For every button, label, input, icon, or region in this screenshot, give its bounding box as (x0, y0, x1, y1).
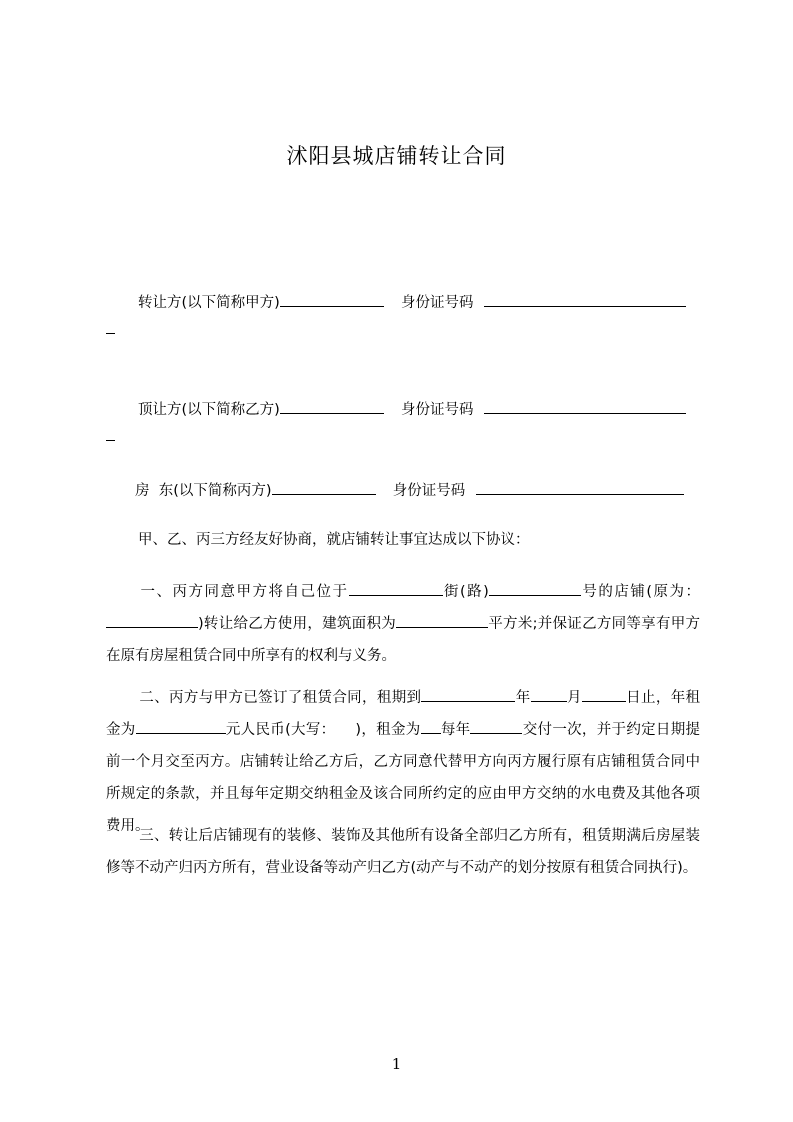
transferor-id-blank[interactable] (484, 290, 686, 307)
lease-year-blank[interactable] (421, 685, 515, 702)
transferee-label: 顶让方(以下简称乙方) (138, 402, 280, 418)
landlord-id-blank[interactable] (476, 478, 684, 495)
line-continuation (106, 440, 115, 441)
rent-period-blank[interactable] (421, 717, 441, 734)
transferee-name-blank[interactable] (280, 397, 384, 414)
clause-2-text: )，租金为 (355, 722, 421, 738)
transferee-id-blank[interactable] (484, 397, 686, 414)
lease-month-blank[interactable] (531, 685, 567, 702)
transferor-name-blank[interactable] (280, 290, 384, 307)
clause-1-text: 街(路) (442, 584, 489, 600)
clause-3 (106, 820, 700, 884)
transferor-label: 转让方(以下简称甲方) (138, 295, 280, 311)
landlord-label: 房 东(以下简称丙方) (135, 483, 272, 499)
transferor-line (138, 290, 686, 313)
street-blank[interactable] (349, 579, 443, 596)
clause-2-text: 日止，年租金为 (106, 690, 701, 738)
clause-1-text: 号的店铺(原为： (580, 584, 700, 600)
clause-2 (106, 682, 700, 842)
clause-1-text: 平方米;并保证乙方同等享有甲方在原有房屋租赁合同中所享有的权利与义务。 (106, 616, 700, 664)
page-title: 沭阳县城店铺转让合同 (286, 144, 507, 168)
clause-2-text: 交付一次，并于约定日期提前一个月交至丙方。店铺转让给乙方后，乙方同意代替甲方向丙方履行原有店铺租赁合同中所规定的条款，并且每年定期交纳租金及该合同所约定的应由甲方交纳的水电费及其他各项费用。 (106, 722, 700, 834)
number-blank[interactable] (489, 579, 581, 596)
intro-text: 甲、乙、丙三方经友好协商，就店铺转让事宜达成以下协议： (138, 532, 530, 548)
landlord-line (135, 478, 684, 501)
clause-2-text: 每年 (440, 722, 471, 738)
annual-rent-blank[interactable] (136, 717, 226, 734)
line-continuation (106, 333, 115, 334)
clause-2-text: 二、丙方与甲方已签订了租赁合同，租期到 (139, 690, 422, 706)
lease-day-blank[interactable] (582, 685, 626, 702)
transferee-id-label: 身份证号码 (401, 402, 474, 418)
transferor-id-label: 身份证号码 (401, 295, 474, 311)
page-number: 1 (391, 1055, 402, 1073)
payment-blank[interactable] (470, 717, 522, 734)
area-blank[interactable] (396, 611, 488, 628)
clause-1-text: 一、丙方同意甲方将自己位于 (139, 584, 349, 600)
original-use-blank[interactable] (106, 611, 198, 628)
clause-3-text: 三、转让后店铺现有的装修、装饰及其他所有设备全部归乙方所有，租赁期满后房屋装修等不动产归丙方所有，营业设备等动产归乙方(动产与不动产的划分按原有租赁合同执行)。 (106, 828, 700, 876)
clause-1 (106, 576, 700, 672)
transferee-line (138, 397, 686, 420)
clause-2-text: 元人民币(大写： (225, 722, 336, 738)
landlord-id-label: 身份证号码 (392, 483, 466, 499)
clause-2-text: 年 (515, 690, 531, 706)
clause-2-text: 月 (566, 690, 582, 706)
clause-1-text: )转让给乙方使用，建筑面积为 (198, 616, 396, 632)
landlord-name-blank[interactable] (272, 478, 376, 495)
